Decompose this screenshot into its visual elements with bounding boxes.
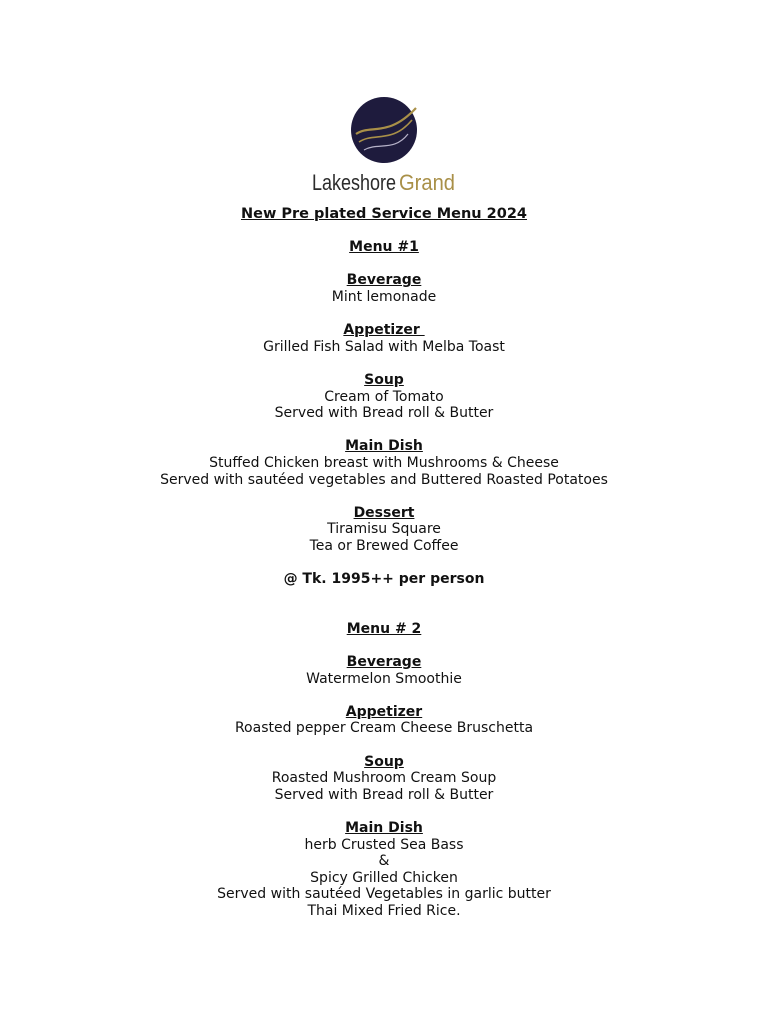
menu2-main-item: Spicy Grilled Chicken [310, 869, 458, 886]
menu2-beverage-heading: Beverage [346, 654, 422, 671]
logo-word-grand: Grand [399, 170, 455, 194]
lakeshore-grand-logo [304, 94, 464, 194]
menu1-soup-item: Served with Bread roll & Butter [274, 405, 494, 422]
menu1-soup-item: Cream of Tomato [324, 388, 444, 405]
menu2-soup-item: Roasted Mushroom Cream Soup [271, 770, 497, 787]
page-title: New Pre plated Service Menu 2024 [240, 206, 528, 222]
logo-word-lakeshore: Lakeshore [312, 170, 396, 194]
menu2-label: Menu # 2 [346, 620, 422, 637]
menu2-appetizer-item: Roasted pepper Cream Cheese Bruschetta [234, 720, 534, 737]
menu2-soup-heading: Soup [364, 753, 404, 770]
menu1-appetizer-item: Grilled Fish Salad with Melba Toast [263, 338, 505, 355]
menu1-main-heading: Main Dish [345, 438, 423, 455]
logo [0, 94, 768, 194]
logo-circle [351, 97, 417, 163]
menu1-label: Menu #1 [349, 239, 419, 256]
menu-content [0, 206, 768, 920]
menu2-main-item: Thai Mixed Fried Rice. [307, 902, 461, 919]
menu1-dessert-item: Tiramisu Square [327, 521, 441, 538]
menu1-beverage-heading: Beverage [346, 272, 422, 289]
menu2-main-item: & [378, 853, 390, 870]
menu2-appetizer-heading: Appetizer [345, 703, 423, 720]
menu2-main-heading: Main Dish [345, 819, 423, 836]
menu1-soup-heading: Soup [364, 371, 404, 388]
menu2-soup-item: Served with Bread roll & Butter [274, 786, 494, 803]
menu1-main-item: Stuffed Chicken breast with Mushrooms & Cheese [209, 454, 559, 471]
menu1-beverage-item: Mint lemonade [331, 288, 437, 305]
menu1-price: @ Tk. 1995++ per person [283, 571, 485, 588]
menu1-dessert-item: Tea or Brewed Coffee [309, 537, 459, 554]
menu2-main-item: herb Crusted Sea Bass [304, 836, 464, 853]
menu2-main-item: Served with sautéed Vegetables in garlic butter [217, 886, 551, 903]
menu2-beverage-item: Watermelon Smoothie [306, 670, 462, 687]
menu1-appetizer-heading: Appetizer [343, 322, 425, 339]
menu1-main-item: Served with sautéed vegetables and Buttered Roasted Potatoes [160, 471, 608, 488]
menu1-dessert-heading: Dessert [353, 504, 415, 521]
